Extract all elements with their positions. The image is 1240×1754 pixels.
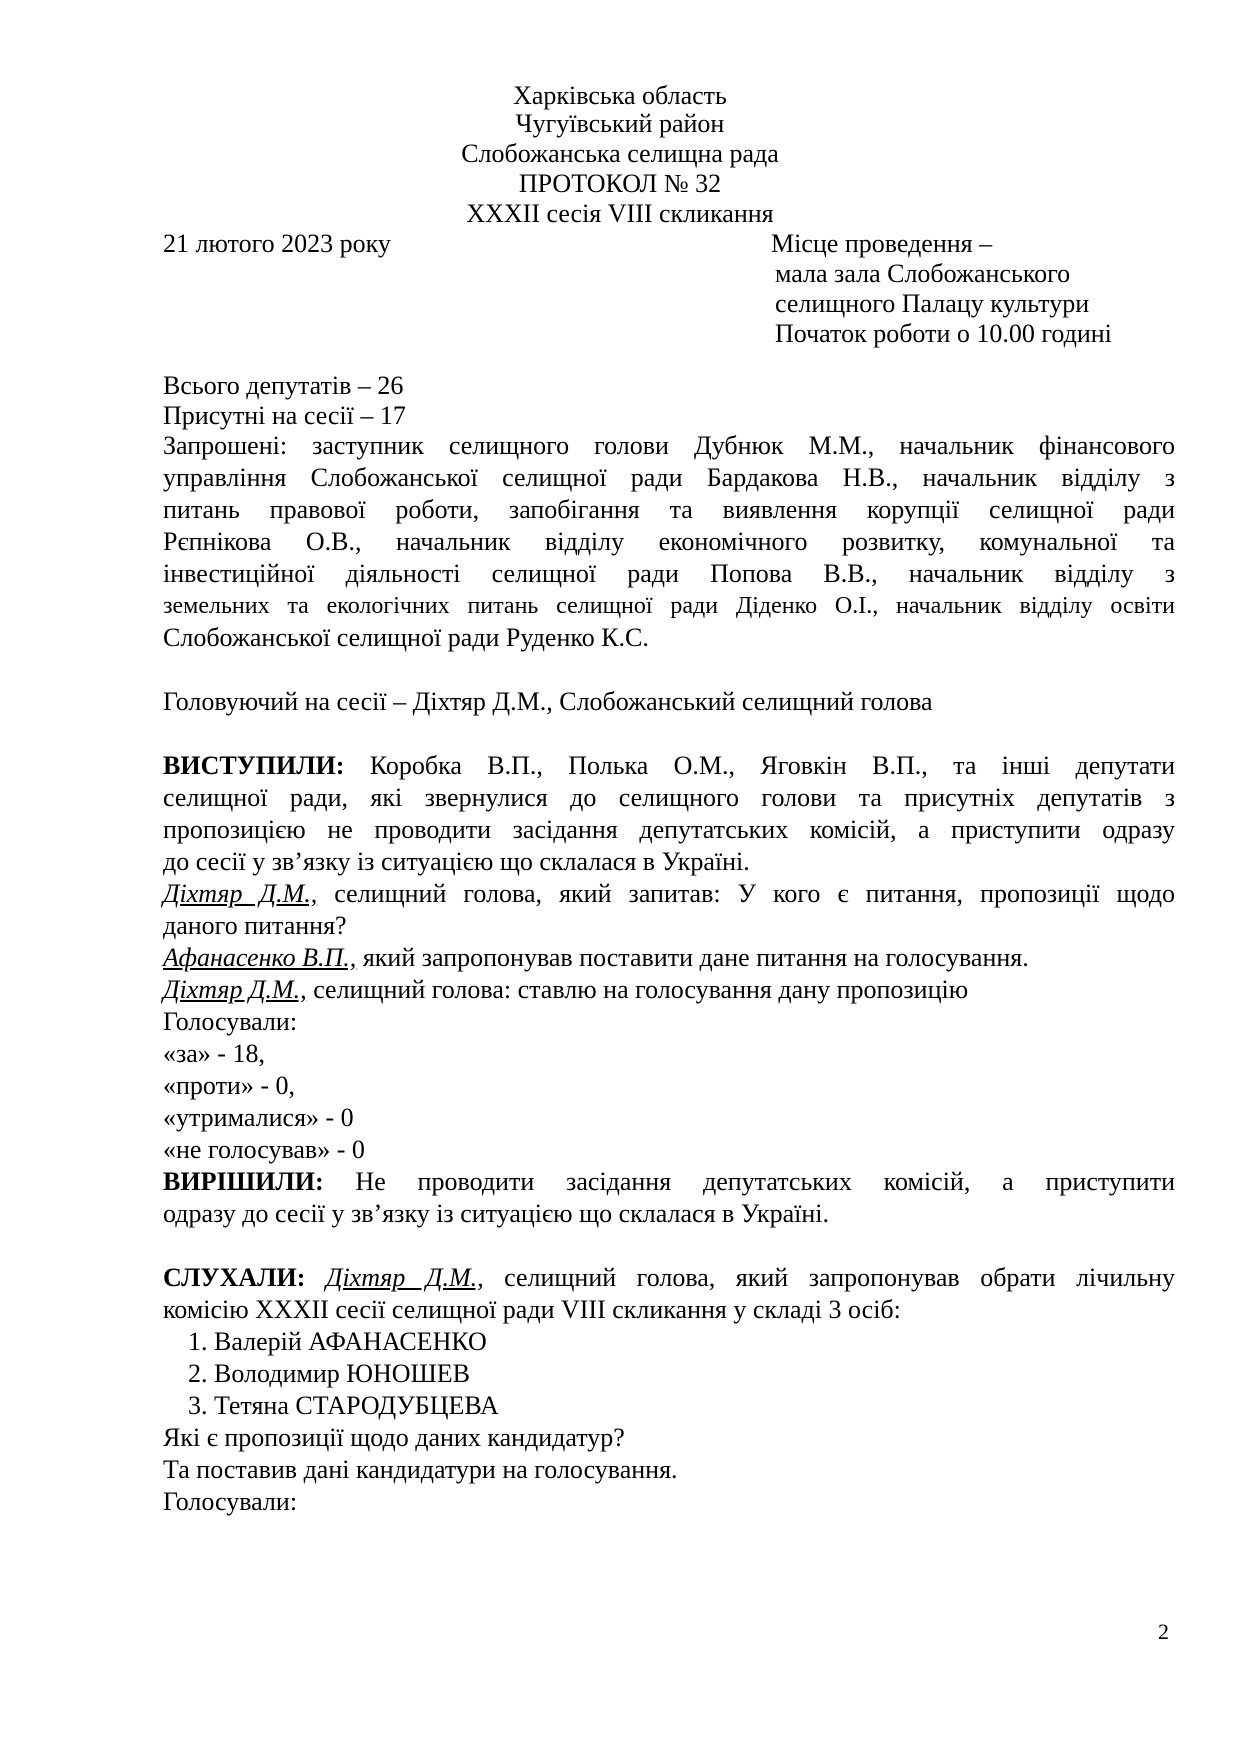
heard-label: СЛУХАЛИ: [163,1263,306,1292]
spoke-line-4: до сесії у зв’язку із ситуацією що склалася в Україні. [163,847,750,876]
council-line: Слобожанська селищна рада [461,139,779,168]
spoke-line-3: пропозицією не проводити засідання депутатських комісій, а приступити одразу [163,815,1175,844]
protocol-title: ПРОТОКОЛ № 32 [518,169,722,198]
remark-2: Афанасенко В.П., який запропонував поставити дане питання на голосування. [163,943,1029,972]
speaker-name: Афанасенко В.П., [163,943,357,972]
list-item: 2. Володимир ЮНОШЕВ [188,1359,470,1388]
meeting-date: 21 лютого 2023 року [163,229,391,258]
heard-line-1: СЛУХАЛИ: Діхтяр Д.М., селищний голова, який запропонував обрати лічильну [163,1263,1176,1292]
invited-line-3: питань правової роботи, запобігання та виявлення корупції селищної ради [163,495,1175,524]
heard-put-to-vote: Та поставив дані кандидатури на голосування. [163,1455,678,1484]
speaker-name: Діхтяр Д.М., [163,879,318,908]
place-line-2: мала зала Слобожанського [775,259,1071,288]
spoke-line-1: ВИСТУПИЛИ: Коробка В.П., Полька О.М., Яговкін В.П., та інші депутати [163,751,1175,780]
decided-label: ВИРІШИЛИ: [163,1167,324,1196]
invited-line-5: інвестиційної діяльності селищної ради Попова В.В., начальник відділу з [163,559,1175,588]
remark-1: Діхтяр Д.М., селищний голова, який запитав: У кого є питання, пропозиції щодо [163,879,1175,908]
speaker-name: Діхтяр Д.М., [163,975,307,1004]
present-deputies: Присутні на сесії – 17 [163,401,406,430]
list-item: 3. Тетяна СТАРОДУБЦЕВА [188,1391,499,1420]
heard-vote-title: Голосували: [163,1487,298,1516]
invited-line-1: Запрошені: заступник селищного голови Дубнюк М.М., начальник фінансового [163,431,1175,460]
heard-question: Які є пропозиції щодо даних кандидатур? [163,1423,625,1452]
invited-line-4: Рєпнікова О.В., начальник відділу економічного розвитку, комунальної та [163,527,1175,556]
vote-not-voted: «не голосував» - 0 [163,1135,365,1164]
decided-line-2: одразу до сесії у зв’язку із ситуацією що склалася в Україні. [163,1199,829,1228]
district-line: Чугуївський район [515,109,725,138]
invited-line-6: земельних та екологічних питань селищної ради Діденко О.І., начальник відділу освіти [163,593,1175,619]
remark-3: Діхтяр Д.М., селищний голова: ставлю на голосування дану пропозицію [163,975,969,1004]
session-line: XXXII сесія VIII скликання [466,199,774,228]
invited-line-2: управління Слобожанської селищної ради Бардакова Н.В., начальник відділу з [163,463,1175,492]
chair-line: Головуючий на сесії – Діхтяр Д.М., Слобожанський селищний голова [163,687,933,716]
speaker-name: Діхтяр Д.М., [325,1263,484,1292]
invited-line-7: Слобожанської селищної ради Руденко К.С. [163,623,649,652]
vote-abstained: «утрималися» - 0 [163,1103,354,1132]
remark-1-cont: даного питання? [163,911,347,940]
page-number: 2 [1158,1619,1169,1644]
list-item: 1. Валерій АФАНАСЕНКО [188,1327,487,1356]
spoke-label: ВИСТУПИЛИ: [163,751,345,780]
vote-title: Голосували: [163,1007,298,1036]
total-deputies: Всього депутатів – 26 [163,371,404,400]
spoke-line-2: селищної ради, які звернулися до селищного голови та присутніх депутатів з [163,783,1175,812]
start-time: Початок роботи о 10.00 годині [775,319,1112,348]
place-label: Місце проведення – [771,229,993,258]
decided-line-1: ВИРІШИЛИ: Не проводити засідання депутатських комісій, а приступити [163,1167,1175,1196]
vote-for: «за» - 18, [163,1039,265,1068]
region-line: Харківська область [513,81,727,110]
heard-line-2: комісію XXXII сесії селищної ради VIII скликання у складі 3 осіб: [163,1295,901,1324]
vote-against: «проти» - 0, [163,1071,296,1100]
place-line-3: селищного Палацу культури [775,289,1090,318]
